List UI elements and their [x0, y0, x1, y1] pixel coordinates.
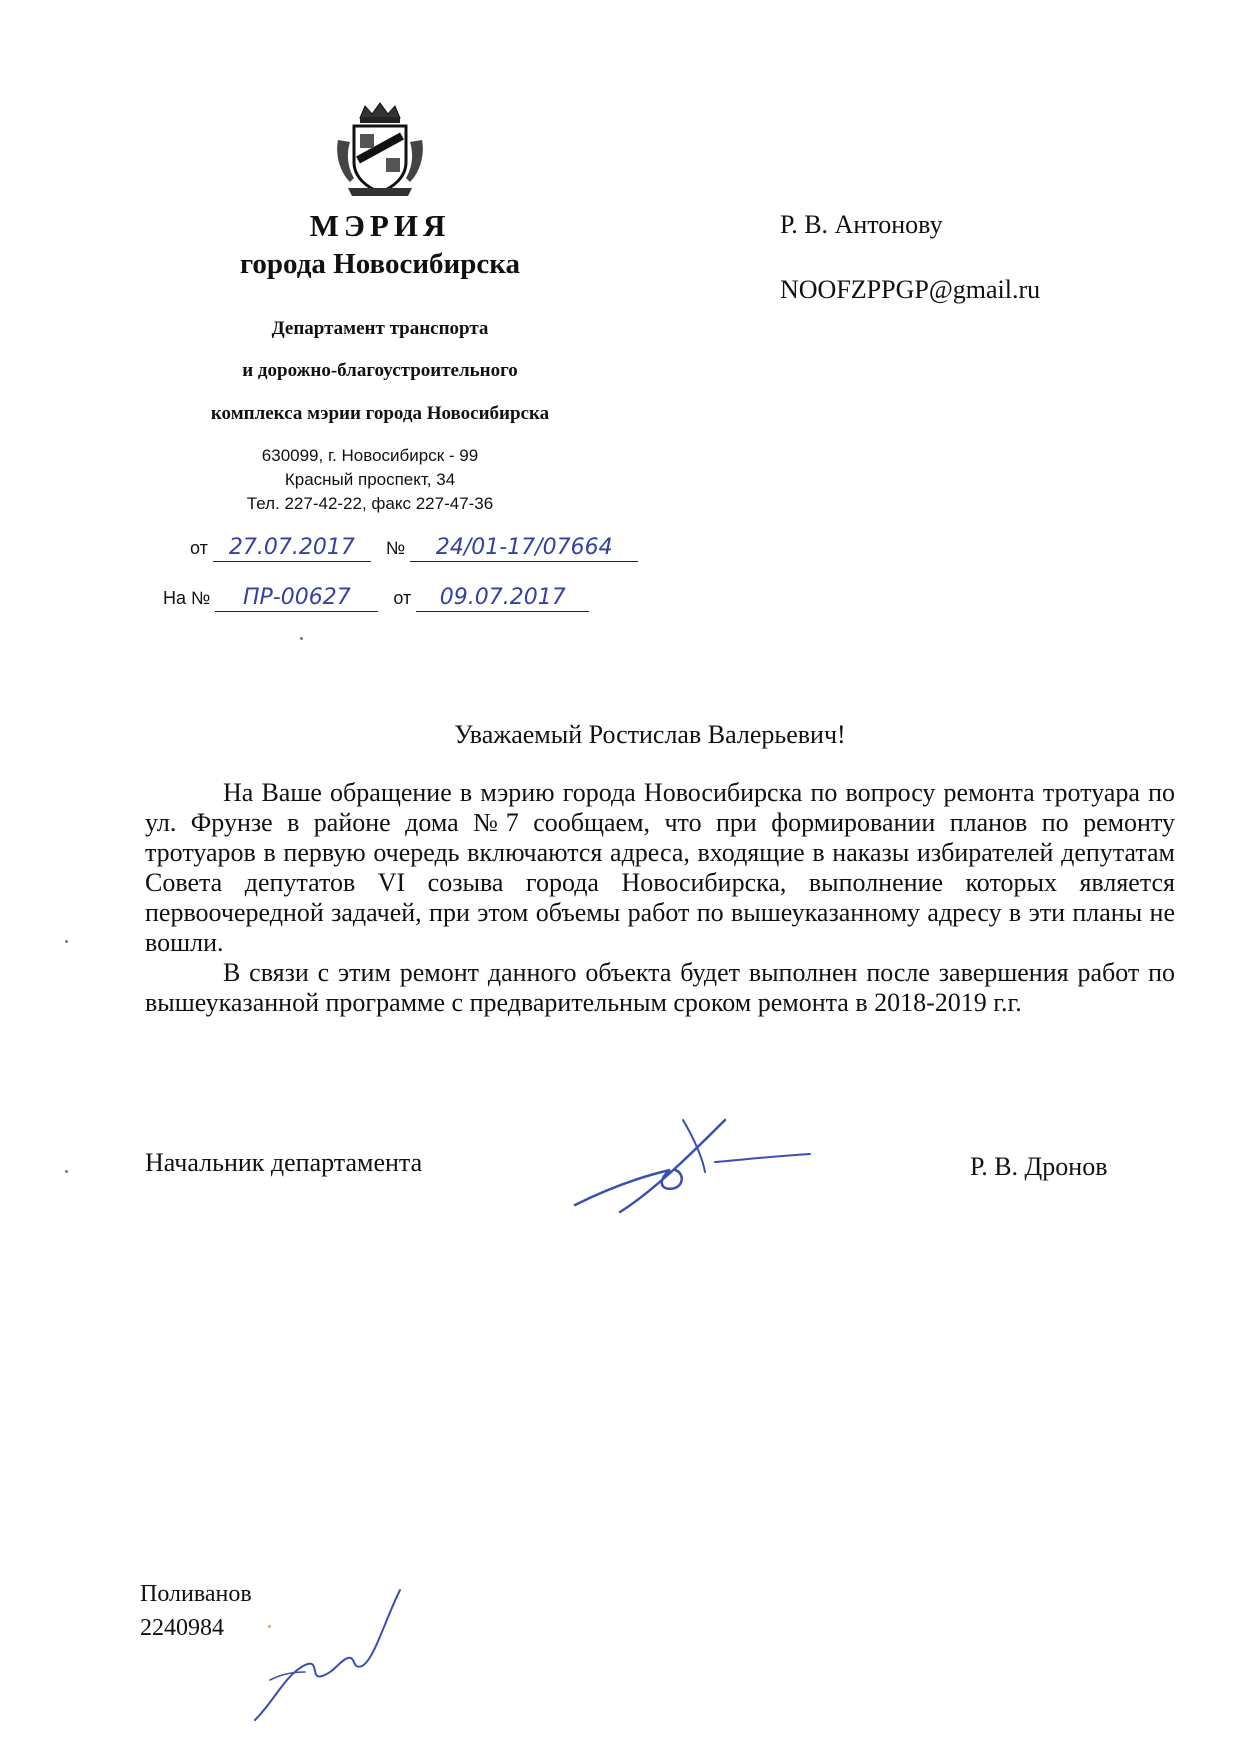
scan-speck [65, 940, 68, 943]
registration-number: 24/01-17/07664 [410, 535, 638, 562]
signer-title: Начальник департамента [145, 1148, 423, 1177]
department-line-2: и дорожно-благоустроительного [242, 360, 518, 381]
address-line-2: Красный проспект, 34 [284, 470, 456, 489]
executor-name: Поливанов [140, 1581, 252, 1607]
address-line-1: 630099, г. Новосибирск - 99 [261, 446, 479, 465]
org-title: МЭРИЯ [309, 208, 451, 243]
scan-speck [268, 1625, 271, 1628]
reply-row [163, 585, 589, 612]
scan-speck [300, 637, 303, 640]
salutation: Уважаемый Ростислав Валерьевич! [454, 720, 846, 749]
registration-date: 27.07.2017 [213, 535, 371, 562]
address-line-3: Тел. 227-42-22, факс 227-47-36 [246, 494, 494, 513]
recipient-name: Р. В. Антонову [780, 210, 943, 239]
department-line-1: Департамент транспорта [271, 318, 489, 339]
department-line-3: комплекса мэрии города Новосибирска [210, 403, 550, 424]
executor-block [140, 1577, 252, 1645]
reply-number: ПР-00627 [215, 585, 378, 612]
coat-of-arms-icon [330, 100, 430, 200]
reply-date: 09.07.2017 [416, 585, 589, 612]
signer-name: Р. В. Дронов [970, 1152, 1108, 1181]
from-label: от [190, 538, 208, 558]
handwritten-signature [565, 1110, 825, 1220]
reply-label: На № [163, 588, 211, 608]
registration-row [190, 535, 638, 562]
scan-speck [65, 1170, 68, 1173]
executor-phone: 2240984 [140, 1615, 224, 1641]
executor-signature [250, 1580, 410, 1730]
paragraph-2: В связи с этим ремонт данного объекта будет выполнен после завершения работ по вышеуказанной программе с предварительным сроком ремонта в 2018-2019 г.г. [145, 958, 1175, 1017]
reply-from-label: от [393, 588, 412, 608]
recipient-email: NOOFZPPGP@gmail.ru [780, 275, 1041, 304]
paragraph-1: На Ваше обращение в мэрию города Новосибирска по вопросу ремонта тротуара по ул. Фрунзе в районе дома №7 сообщаем, что при формировании планов по ремонту тротуаров в первую очередь включаются адреса, входящие в наказы избирателей депутатам Совета депутатов VI созыва города Новосибирска, выполнение которых является первоочередной задачей, при этом объемы работ по вышеуказанному адресу в эти планы не вошли. [145, 778, 1175, 957]
number-label: № [385, 538, 406, 558]
org-city: города Новосибирска [239, 248, 521, 280]
letter-body [145, 778, 1175, 1018]
